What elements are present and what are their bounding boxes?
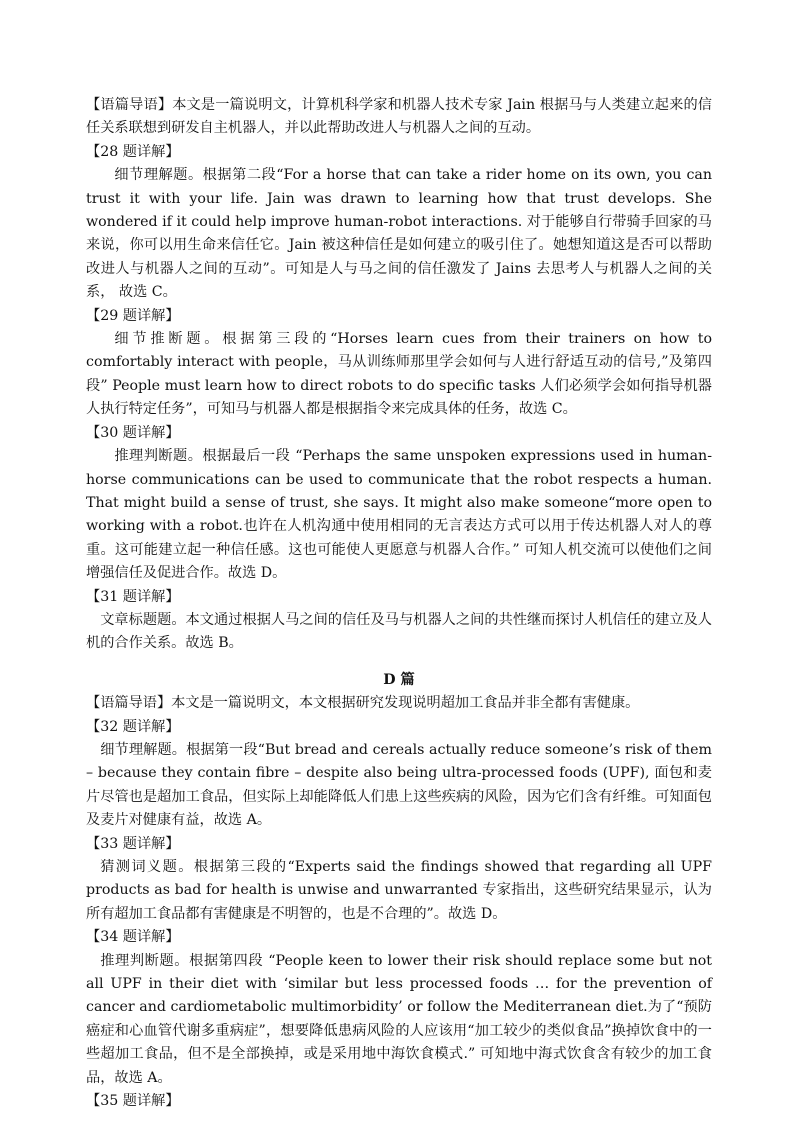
q32-heading: 【32 题详解】 [86,718,180,735]
section-d-title: D 篇 [383,671,415,688]
q32-body: 细节理解题。根据第一段“But bread and cereals actually reduce someone’s risk of them – because they contain fibre – despite also being ultra-processed foods (UPF), 面包和麦片尽管也是超加工食品，但实际上却能降低人们患上这些疾病的风险，因为它们含有纤维。可知面包及麦片对健康有益，故选 A。 [86,741,712,829]
q35-heading: 【35 题详解】 [86,1093,180,1110]
q29-heading: 【29 题详解】 [86,307,180,324]
q33-body: 猜测词义题。根据第三段的“Experts said the findings showed that regarding all UPF products as bad for health is unwise and unwarranted 专家指出，这些研究结果显示，认为所有超加工食品都有害健康是不明智的，也是不合理的”。故选 D。 [86,859,712,922]
q31-heading: 【31 题详解】 [86,588,180,605]
section-d-intro: 【语篇导语】本文是一篇说明文，本文根据研究发现说明超加工食品并非全都有害健康。 [86,695,640,712]
q31-body: 文章标题题。本文通过根据人马之间的信任及马与机器人之间的共性继而探讨人机信任的建立及人机的合作关系。故选 B。 [86,611,712,652]
q29-body: 细节推断题。根据第三段的“Horses learn cues from their trainers on how to comfortably interact with people，马从训练师那里学会如何与人进行舒适互动的信号,”及第四段” People must learn how to direct robots to do specific tasks 人们必须学会如何指导机器人执行特定任务”，可知马与机器人都是根据指令来完成具体的任务，故选 C。 [86,331,712,418]
q34-heading: 【34 题详解】 [86,929,180,946]
section-c-intro: 【语篇导语】本文是一篇说明文，计算机科学家和机器人技术专家 Jain 根据马与人类建立起来的信任关系联想到研发自主机器人，并以此帮助改进人与机器人之间的互动。 [86,97,712,137]
q30-heading: 【30 题详解】 [86,424,180,441]
q33-heading: 【33 题详解】 [86,835,180,852]
q30-body: 推理判断题。根据最后一段 “Perhaps the same unspoken expressions used in human-horse communications can be used to communicate that the robot respects a human. That might build a sense of trust, she says. It might also make someone“more open to working with a robot.也许在人机沟通中使用相同的无言表达方式可以用于传达机器人对人的尊重。这可能建立起一种信任感。这也可能使人更愿意与机器人合作。” 可知人机交流可以使他们之间增强信任及促进合作。故选 D。 [86,448,712,582]
q34-body: 推理判断题。根据第四段 “People keen to lower their risk should replace some but not all UPF in their diet with ‘similar but less processed foods … for the prevention of cancer and cardiometabolic multimorbidity’ or follow the Mediterranean diet.为了“预防癌症和心血管代谢多重病症”，想要降低患病风险的人应该用“加工较少的类似食品”换掉饮食中的一些超加工食品，但不是全部换掉，或是采用地中海饮食模式.” 可知地中海式饮食含有较少的加工食品，故选 A。 [86,952,712,1086]
document-page [86,94,712,1113]
q28-heading: 【28 题详解】 [86,143,180,160]
q28-body: 细节理解题。根据第二段“For a horse that can take a rider home on its own, you can trust it with your life. Jain was drawn to learning how that trust develops. She wondered if it could help improve human-robot interactions. 对于能够自行带骑手回家的马来说，你可以用生命来信任它。Jain 被这种信任是如何建立的吸引住了。她想知道这是否可以帮助改进人与机器人之间的互动”。可知是人与马之间的信任激发了 Jains 去思考人与机器人之间的关系， 故选 C。 [86,167,712,301]
